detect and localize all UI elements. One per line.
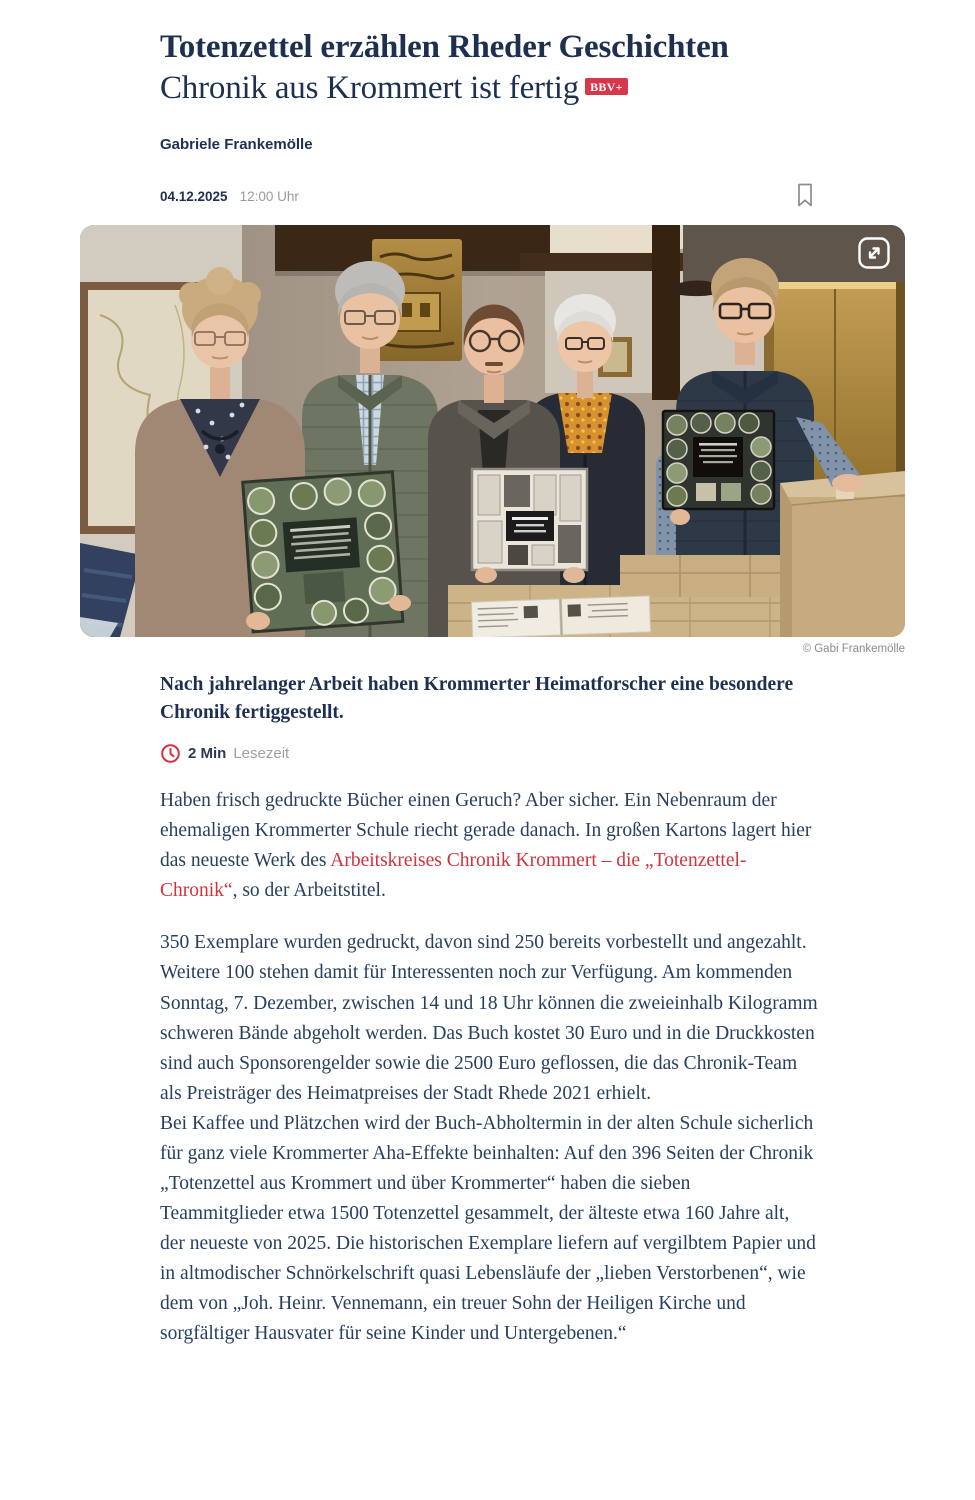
clock-icon [160,743,181,764]
open-book [471,596,650,637]
paragraph-1-text-b: , so der Arbeitstitel. [232,880,386,902]
expand-icon [857,258,891,273]
author-name: Gabriele Frankemölle [160,135,313,153]
expand-button[interactable] [857,236,891,270]
page-title: Totenzettel erzählen Rheder Geschichten [160,29,729,65]
photo-credit: © Gabi Frankemölle [802,642,905,655]
read-time-row [160,743,818,764]
publish-datetime [160,189,299,204]
read-time-label: Lesezeit [233,745,290,763]
chronik-link[interactable]: Arbeitskreises Chronik Krommert – die „Totenzettel-Chronik“ [160,850,747,902]
paragraph-1 [160,786,818,906]
premium-badge: BBV+ [585,78,628,95]
publish-time: 12:00 Uhr [239,189,299,205]
article-header [160,28,818,211]
bookmark-button[interactable] [792,183,818,211]
article-content [160,671,818,1349]
article-photo-illustration [80,225,905,637]
book-collage-white [472,469,587,570]
read-time-value: 2 Min [188,745,227,763]
book-chronicle-green [243,472,403,632]
paragraph-1-text-a: Haben frisch gedruckte Bücher einen Geruch? Aber sicher. Ein Nebenraum der ehemaligen Krommerter Schule riecht gerade danach. In großen Kartons lagert hier das neueste Werk des [160,790,812,872]
book-collage-dark [663,411,774,509]
paragraph-2: 350 Exemplare wurden gedruckt, davon sind 250 bereits vorbestellt und angezahlt. Weitere 100 stehen damit für Interessenten noch zur Verfügung. Am kommenden Sonntag, 7. Dezember, zwischen 14 und 18 Uhr können die zweieinhalb Kilogramm schweren Bände abgeholt werden. Das Buch kostet 30 Euro und in die Druckkosten sind auch Sponsorengelder sowie die 2500 Euro geflossen, die das Chronik-Team als Preisträger des Heimatpreises der Stadt Rhede 2021 erhielt. [160,932,818,1104]
bookmark-icon [795,182,815,211]
meta-row [160,183,818,211]
article-lead: Nach jahrelanger Arbeit haben Krommerter Heimatforscher eine besondere Chronik fertiggestellt. [160,673,794,724]
article-photo [80,225,905,637]
publish-date: 04.12.2025 [160,189,228,205]
article-subtitle [160,69,818,108]
paragraph-3: Bei Kaffee und Plätzchen wird der Buch-Abholtermin in der alten Schule sicherlich für ganz viele Krommerter Aha-Effekte beinhalten: Auf den 396 Seiten der Chronik „Totenzettel aus Krommert und über Krommerter“ haben die sieben Teammitglieder etwa 1500 Totenzettel gesammelt, der älteste etwa 160 Jahre alt, der neueste von 2025. Die historischen Exemplare liefern auf vergilbtem Papier und in altmodischer Schnörkelschrift quasi Lebensläufe der „lieben Verstorbenen“, wie dem von „Joh. Heinr. Vennemann, ein treuer Sohn der Heiligen Kirche und sorgfältiger Hausvater für seine Kinder und Untergebenen.“ [160,1112,816,1344]
subtitle-text: Chronik aus Krommert ist fertig [160,69,580,106]
article-hero [80,225,905,655]
